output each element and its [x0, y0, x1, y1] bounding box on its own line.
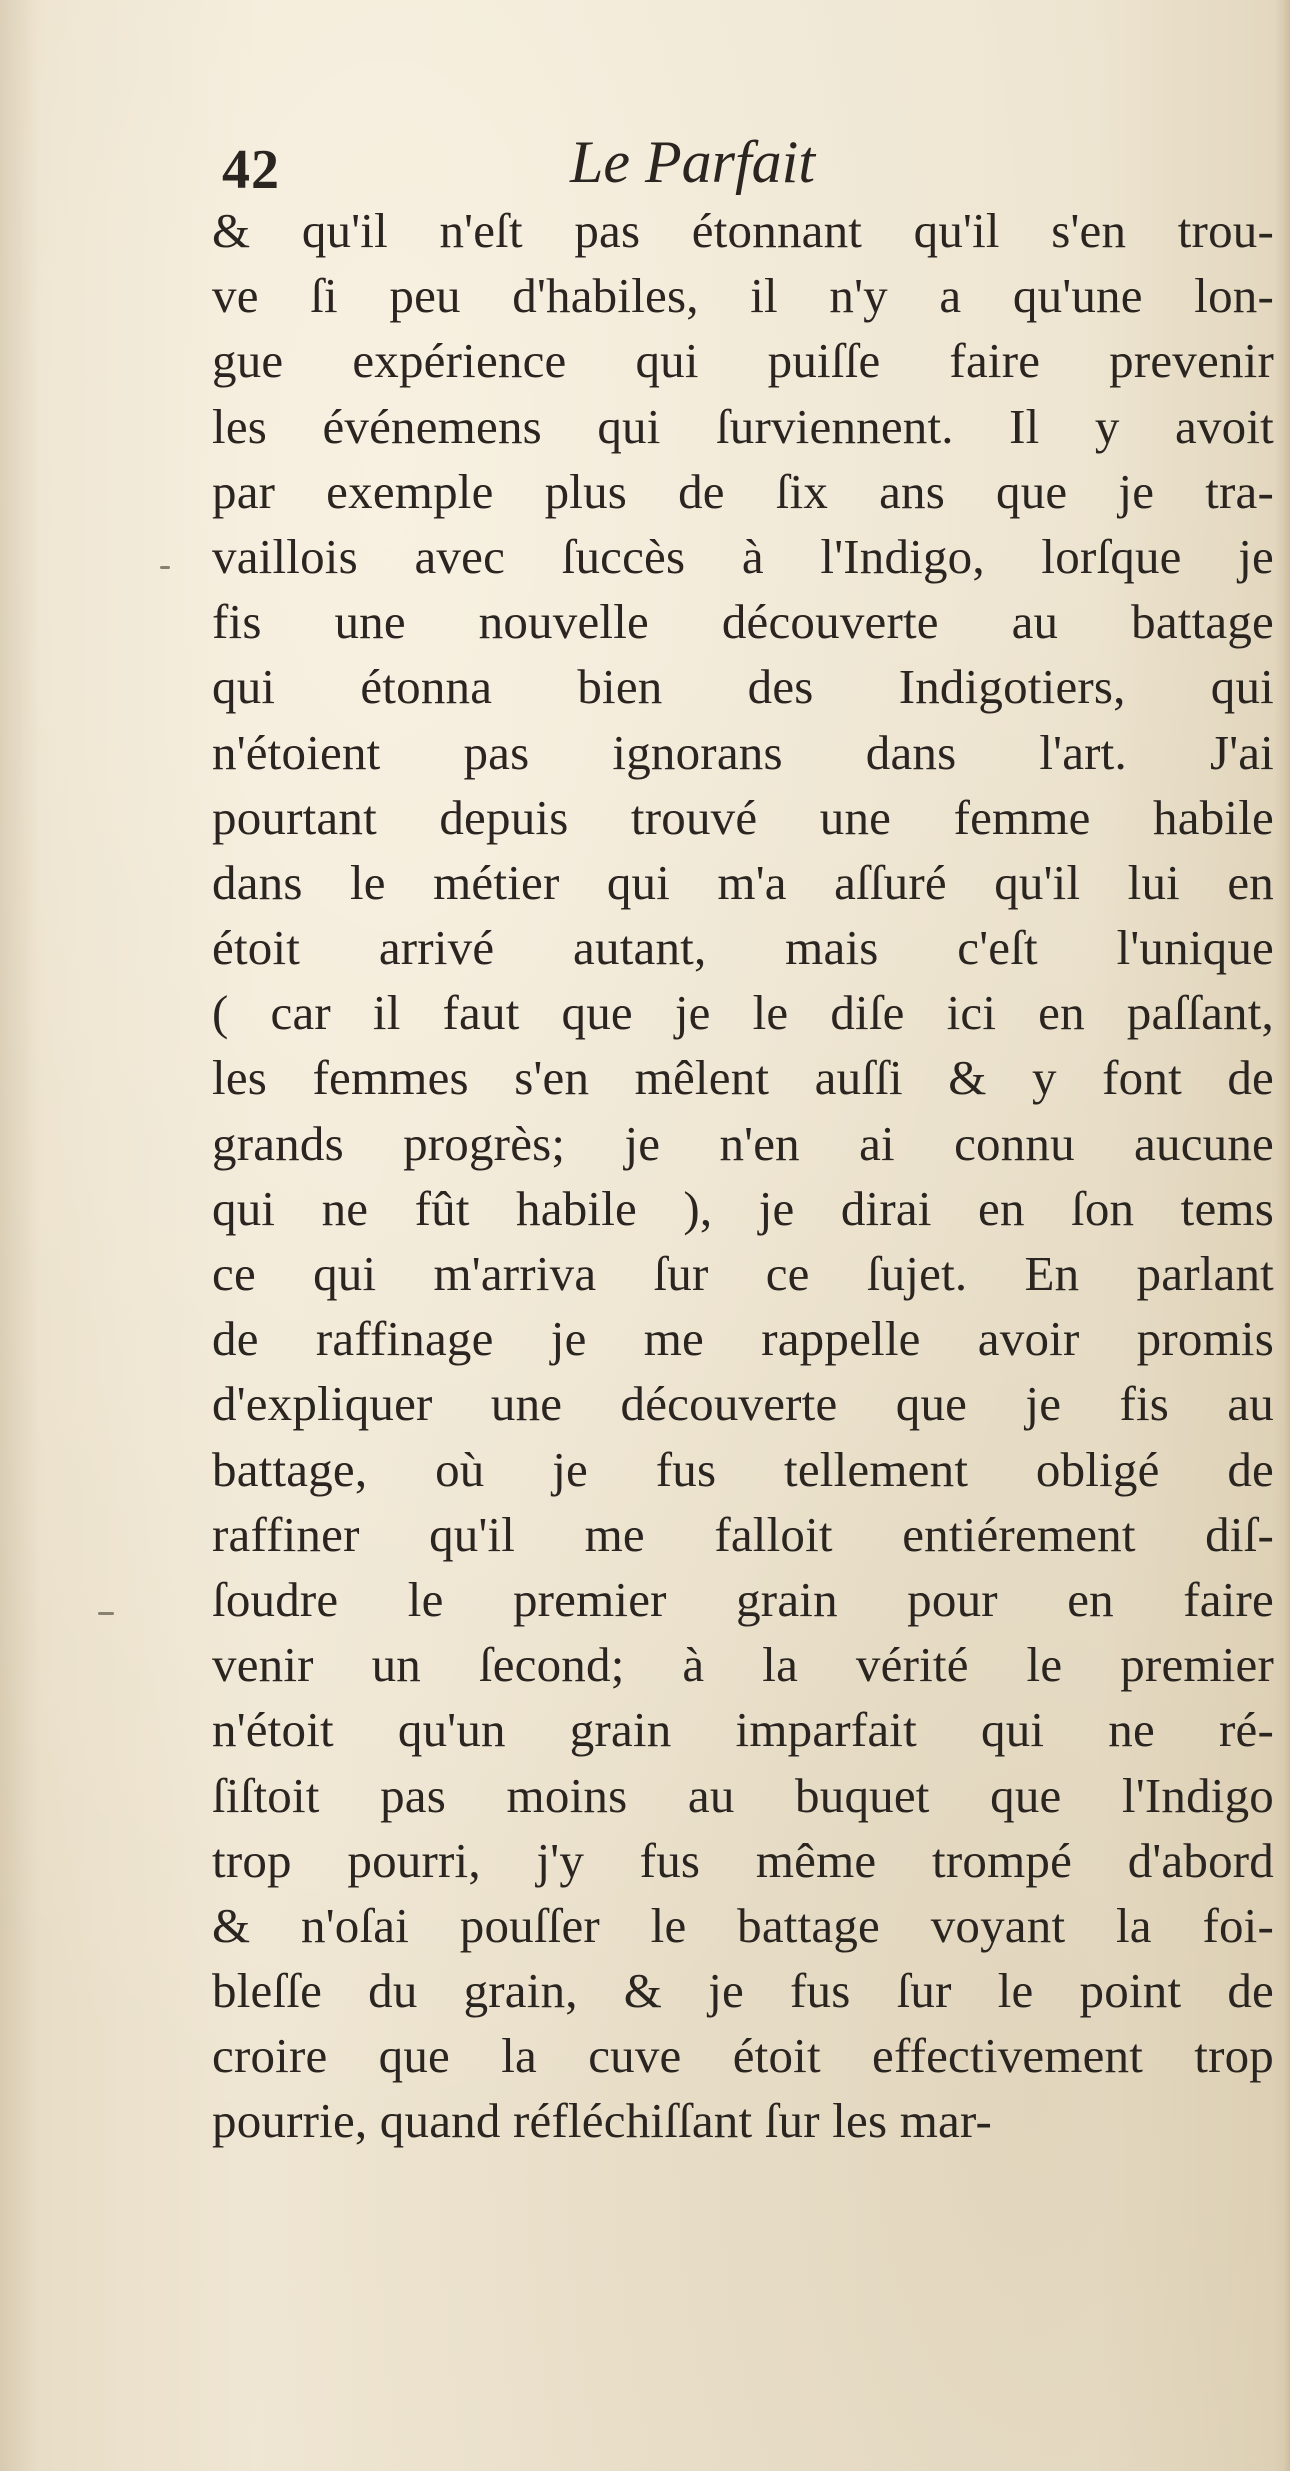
- page-edge: [1274, 0, 1290, 2471]
- text-line: & n'oſai pouſſer le battage voyant la foi-: [212, 1897, 1274, 1953]
- text-line: bleſſe du grain, & je fus ſur le point de: [212, 1963, 1274, 2019]
- text-line: d'expliquer une découverte que je fis au: [212, 1376, 1274, 1432]
- text-line: & qu'il n'eſt pas étonnant qu'il s'en trou-: [212, 203, 1274, 258]
- text-line: ve ſi peu d'habiles, il n'y a qu'une lon-: [212, 268, 1274, 324]
- text-line: qui ne fût habile ), je dirai en ſon tems: [212, 1180, 1274, 1236]
- text-line: venir un ſecond; à la vérité le premier: [212, 1637, 1274, 1693]
- text-line: les événemens qui ſurviennent. Il y avoit: [212, 398, 1274, 454]
- text-line: croire que la cuve étoit effectivement trop: [212, 2028, 1274, 2084]
- text-line: gue expérience qui puiſſe faire prevenir: [212, 333, 1274, 389]
- text-line: n'étoient pas ignorans dans l'art. J'ai: [212, 724, 1274, 780]
- text-line: de raffinage je me rappelle avoir promis: [212, 1311, 1274, 1367]
- text-line: ( car il faut que je le diſe ici en paſſant,: [212, 985, 1274, 1041]
- text-line: par exemple plus de ſix ans que je tra-: [212, 463, 1274, 519]
- text-line: étoit arrivé autant, mais c'eſt l'unique: [212, 920, 1274, 976]
- text-line: pourrie, quand réfléchiſſant ſur les mar-: [212, 2093, 993, 2149]
- page-number: 42: [222, 139, 280, 201]
- text-line: trop pourri, j'y fus même trompé d'abord: [212, 1832, 1274, 1888]
- text-line: vaillois avec ſuccès à l'Indigo, lorſque je: [212, 528, 1274, 584]
- text-line: ſiſtoit pas moins au buquet que l'Indigo: [212, 1767, 1274, 1823]
- page-header: [222, 128, 1242, 200]
- text-line: dans le métier qui m'a aſſuré qu'il lui en: [212, 854, 1274, 910]
- body-text: [212, 198, 1274, 2154]
- page-gutter-shadow: [0, 0, 40, 2471]
- text-line: n'étoit qu'un grain imparfait qui ne ré-: [212, 1702, 1274, 1758]
- text-line: raffiner qu'il me falloit entiérement diſ-: [212, 1506, 1274, 1562]
- text-line: fis une nouvelle découverte au battage: [212, 594, 1274, 650]
- text-line: ce qui m'arriva ſur ce ſujet. En parlant: [212, 1246, 1274, 1301]
- text-line: grands progrès; je n'en ai connu aucune: [212, 1115, 1274, 1171]
- text-line: battage, où je fus tellement obligé de: [212, 1441, 1274, 1497]
- running-title: Le Parfait: [570, 129, 816, 195]
- margin-mark: [98, 1612, 114, 1615]
- text-line: qui étonna bien des Indigotiers, qui: [212, 659, 1274, 715]
- text-line: ſoudre le premier grain pour en faire: [212, 1571, 1274, 1627]
- margin-mark: [160, 566, 170, 569]
- text-line: les femmes s'en mêlent auſſi & y font de: [212, 1050, 1274, 1106]
- text-line: pourtant depuis trouvé une femme habile: [212, 789, 1274, 845]
